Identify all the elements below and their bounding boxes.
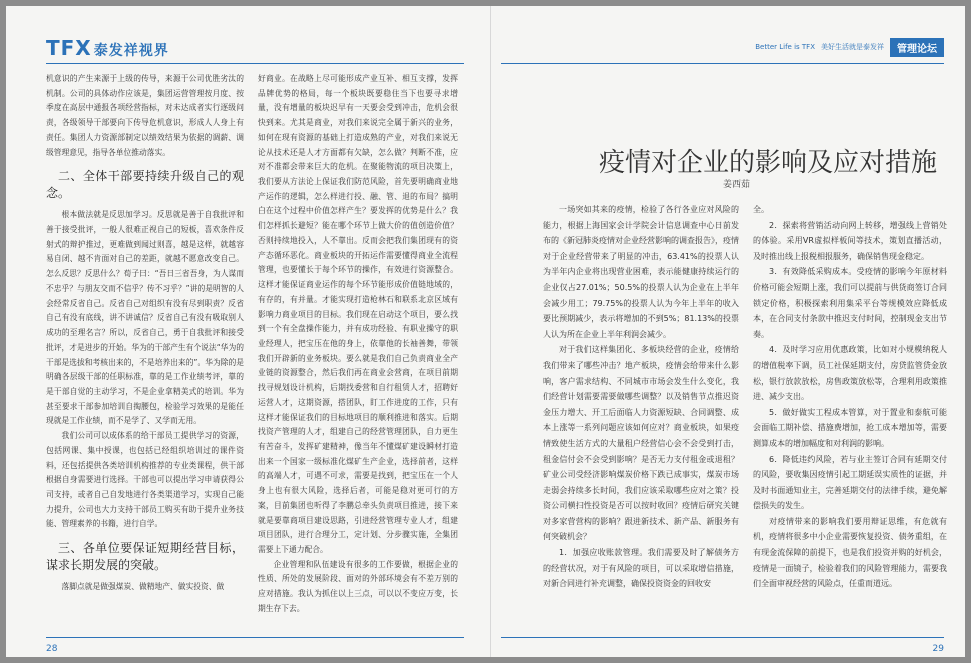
section-heading: 二、全体干部要持续升级自己的观念。 — [46, 169, 244, 201]
paragraph: 1．加强应收账款管理。我们需要及时了解债务方的经营状况，对于有风险的项目，可以采取增信措施，对新合同进行补充调整，确保投资资金的回收安 — [543, 548, 739, 589]
article-author: 姜西茹 — [723, 180, 751, 190]
tagline-cn: 美好生活就是泰发祥 — [821, 43, 884, 51]
paragraph: 5．做好做实工程成本管算，对于置业和泰航可能会面临工期补偿、措施费增加，抢工成本增加等，需要测算成本的增加幅度和对利润的影响。 — [753, 407, 947, 448]
right-column-2 — [753, 202, 947, 592]
page-number-left: 28 — [46, 644, 58, 654]
logo-mark: TFX — [46, 36, 92, 60]
right-page — [490, 6, 966, 657]
footer-divider — [46, 637, 464, 638]
magazine-logo — [46, 36, 169, 60]
paragraph: 全。 — [753, 205, 769, 214]
running-header — [755, 38, 944, 56]
page-number-right: 29 — [932, 644, 944, 654]
paragraph: 一场突如其来的疫情，检验了各行各业应对风险的能力，根据上海国家会计学院会计信息调查中心日前发布的《新冠肺炎疫情对企业经营影响的调查报告》，疫情对于企业经营带来了明显的冲击，63.41%的投票人认为半年内企业将出现营业困难，表示能健康持续运行的企业仅占27.01%；50.5%的投票人认为企业在上半年会减少用工；79.75%的投票人认为今年上半年的收入要比预期减少，表示将增加的不到5%；81.13%的投票人认为所在企业上半年利润会减少。 — [543, 205, 739, 339]
left-page — [6, 6, 490, 657]
paragraph: 对于我们这样集团化、多板块经营的企业，疫情给我们带来了哪些冲击？地产板块，疫情会给带来什么影响，客户需求结构、不同城市市场会发生什么变化，我们经营计划需要需要做哪些调整？以及销售节点推迟资金压力增大、开工后面临人力资源短缺、合同调整、成本上涨等一系列问题应该如何应对？商业板块，如果疫情致使生活方式的大量租户经营信心会不会受到打击，租金信付会不会受到影响？是否无力支付租金或退租？矿业公司受经济影响煤炭价格下跌已成事实，煤炭市场走弱会持续多长时间，我们应该采取哪些应对之策？投资公司横扫性投资是否可以按时收回？疫情后研究关键对多家营营构的影响？跟进新技术、新产品、新服务有何突破机会？ — [543, 345, 739, 542]
footer-divider-right — [501, 637, 944, 638]
right-column-1 — [543, 202, 739, 592]
article-title: 疫情对企业的影响及应对措施 — [599, 148, 938, 178]
paragraph: 好商业。在战略上尽可能形成产业互补、相互支撑，发挥品牌优势的格局，每一个板块既要稳住当下也要寻求增量，没有增量的板块迟早有一天要会受到冲击，危机会很快到来。尤其是商业，对我们来说完全属于新兴的业务，如何在现有资源的基础上打造成熟的产业，对我们来说无论从技术还是人才方面都有欠缺，怎么做？判断不准，应对不准都会带来巨大的危机。在聚能物流的项目决策上，我们要从方法论上保证我们防范风险，首先要明确商业地产运作的逻辑，怎么样进行投、融、管、退的布局？搞明白在这个过程中价值怎样产生？要发挥的优势是什么？我们怎样抓长避短？能在哪个环节上做大价的值创造价值？否则持续地投入，人不靠出。反而会把我们集团现有的资产态循环恶化。商业板块的开拓运作需要懂得商业全流程管理，也要懂长于每个环节的操作，有效进行资源整合。这样才能保证商业运作的每个环节能形成价值链地域的，有存的，有并量。才能实现打造枪林石和联系北京区域有影响力商业项目的目标。我们现在启动这个项目，要么找到一个有全盘操作能力，并有成功经验、有职业操守的职业经理人，把宝压在他的身上，依靠他的长袖善舞，带领我们开辟新的业务板块。要么就是我们自己负责商业全产业链的资源整合，然后我们再在商业会营商，在项目前期找寻规划设计机构，后期找委营和自行租赁人才，招聘好运营人才，这期资源，搭团队，盯工作进度的工作，只有这样才能保证我们的目标地项目的顺利推进和落实。后期找资产管理的人才，组建自己的经营管理团队，自力更生有苦奋斗，发挥矿建精神，像当年不懂煤矿建设瞬材打造出来一个国家一级标准化煤矿生产企业，选择前者，这样的高端人才，可遇不可求，需要是找到，把宝压在一个人身上也有很大风险，选择后者，可能是稳对更可行的方案，目前集团也听得了李鹏总牵头负责项目推进，接下来就是要靠商项目建设思路，引进经营管理专业人才，组建项目团队，进行合理分工，定计划、分步骤实施，全集团需要上下通力配合。 — [258, 74, 458, 554]
logo-subtitle: 泰发祥视界 — [93, 43, 169, 59]
paragraph: 落脚点就是做强煤炭、做精地产、做实投资、做 — [61, 582, 225, 592]
magazine-spread — [6, 6, 965, 657]
section-label: 管理论坛 — [890, 38, 944, 57]
left-column-2 — [258, 72, 458, 617]
paragraph: 3．有效降低采购成本。受疫情的影响今年原材料价格可能会短期上涨，我们可以提前与供货商签订合同锁定价格，积极探索利用集采平台等规模效应降低成本，在合同支付条款中推迟支付时间，控制现金支出节奏。 — [753, 267, 947, 339]
paragraph: 对疫情带来的影响我们要用辩证思维，有危就有机，疫情将很多中小企业需要恢复投资、债务重组，在有现金流保障的前提下，也是我们投资并购的好机会，疫情是一面镜子，检验着我们的风险管理能力，需要我们全面审视经营的风险点，任重而道远。 — [753, 516, 947, 589]
paragraph: 根本做法就是反思加学习。反思就是善于自我批评和善于接受批评，一般人很难正视自己的短板，喜欢条件反射式的辩护推过，更难做到闻过则喜，越是这样，就越容易自闭、越不肯面对自己的差距，就越不愿意改变自己。怎么反思？反思什么？荀子曰：“吾日三省吾身，为人谋而不忠乎？与朋友交而不信乎？传不习乎？”讲的是明智的人会经常反省自己。反省自己对组织有没有尽到职责？反省自己有没有底线，讲不讲诚信？反省自己有没有吸取别人成功的至理名言？所以，反省自己，勇于自我批评和接受批评，才是进步的开始。华为的干部产生有个说法“华为的干部是选拔和考核出来的，不是培养出来的”。华为除的是明确各层级干部的任职标准，靠的是工作业绩考评，靠的是干部自觉的主动学习，不是企业拿精美式的培训。华为甚至要求干部参加培训自掏腰包，检验学习效果的是能任现就是工作业绩，而不是学了、又学而无用。 — [46, 210, 244, 426]
paragraph: 2．探索将营销活动向网上转移，增强线上营销处的体验。采用VR虚拟样板间等技术，策划直播活动，及时推出线上报税相报服务，确保销售现金稳定。 — [753, 220, 947, 261]
paragraph: 企业管理和队伍建设有很多的工作要做，根据企业的性质、所处的发展阶段、面对的外部环境会有不差万别的应对措施。我认为抓住以上三点，可以以不变应万变，长期生存下去。 — [258, 559, 458, 613]
left-column-1 — [46, 72, 244, 595]
section-heading: 三、各单位要保证短期经营目标，谋求长期发展的突破。 — [46, 541, 244, 573]
paragraph: 机意识的产生来源于上级的传导，来源于公司优胜劣汰的机制。公司的具体动作应该是，集团运营管理按月度、按季度在高层中通报各项经营指标，对未达成者实行逐级问责，各级领导干部要向下传导危机意识，形成人人身上有责任。集团人力资源部制定以绩效结果为依据的调薪、调级管理意见，指导各单位推动落实。 — [46, 74, 244, 157]
header-divider-right — [501, 63, 944, 64]
header-divider — [46, 63, 464, 64]
paragraph: 我们公司可以成体系的给干部员工提供学习的资源，包括网课、集中授课，也包括已经组织培训过的课件资料，还包括提供各类培训机构推荐的专业类课程，供干部根据自身需要进行选择。干部也可以提出学习申请获得公司支持，或者自己自发地进行各类渠道学习，实现自己能力提升，公司也大力支持干部员工购买有助于提升业务技能、管理素养的书籍，进行自学。 — [46, 431, 244, 529]
tagline-en: Better Life is TFX — [755, 43, 815, 51]
paragraph: 6．降低违约风险，若与业主签订合同有延期交付的风险，要收集因疫情引起工期延误实质性的证据，并及时书面通知业主，完善延期交付的法律手续，避免解偿损失的发生。 — [753, 454, 947, 511]
paragraph: 4．及时学习应用优惠政策，比如对小规模纳税人的增值税率下调，员工社保延期支付，房贷监管贷金放松，银行放款放松，房售政策放松等，合理利用政策推进、减少支出。 — [753, 345, 947, 402]
